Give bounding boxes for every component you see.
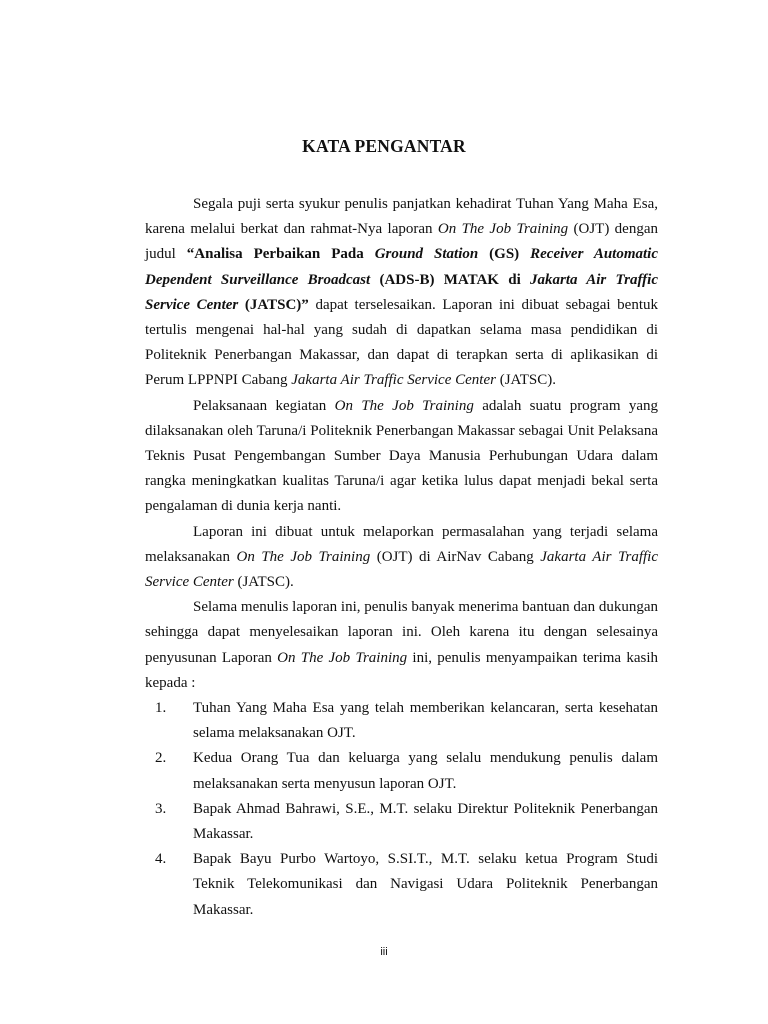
document-body <box>145 192 658 923</box>
list-item <box>145 746 658 796</box>
list-text: Tuhan Yang Maha Esa yang telah memberikan kelancaran, serta kesehatan selama melaksanakan OJT. <box>193 700 658 742</box>
list-text: Kedua Orang Tua dan keluarga yang selalu mendukung penulis dalam melaksanakan serta menyusun laporan OJT. <box>193 750 658 792</box>
acknowledgement-list <box>145 696 658 923</box>
italic-text: On The Job Training <box>334 397 474 414</box>
list-text: Bapak Bayu Purbo Wartoyo, S.SI.T., M.T. selaku ketua Program Studi Teknik Telekomunikasi dan Navigasi Udara Politeknik Penerbangan Makassar. <box>193 851 658 918</box>
list-number: 4. <box>155 851 167 868</box>
bold-text: (JATSC)” <box>238 296 309 313</box>
text: Selama menulis laporan ini, penulis banyak menerima bantuan dan dukungan sehingga dapat menyelesaikan laporan ini. Oleh karena itu dengan selesainya penyusunan Laporan <box>145 599 658 666</box>
list-item <box>145 797 658 847</box>
paragraph-1 <box>145 192 658 394</box>
text: Pelaksanaan kegiatan <box>193 397 335 414</box>
bold-text: “Analisa Perbaikan Pada <box>186 246 375 263</box>
list-number: 1. <box>155 700 167 717</box>
text: ini, penulis menyampaikan terima kasih kepada : <box>145 649 658 691</box>
page-title: KATA PENGANTAR <box>302 136 466 156</box>
text: adalah suatu program yang dilaksanakan oleh Taruna/i Politeknik Penerbangan Makassar sebagai Unit Pelaksana Teknis Pusat Pengembangan Sumber Daya Manusia Perhubungan Udara dalam rangka meningkatkan kualitas Taruna/i agar ketika lulus dapat menjadi bekal serta pengalaman di dunia kerja nanti. <box>145 397 659 515</box>
text: (JATSC). <box>495 372 556 389</box>
list-item <box>145 696 658 746</box>
bold-text: (GS) <box>478 246 531 263</box>
bold-text: (ADS-B) MATAK di <box>370 271 531 288</box>
text: dapat terselesaikan. Laporan ini dibuat sebagai bentuk tertulis mengenai hal-hal yang sudah di dapatkan selama masa pendidikan di Politeknik Penerbangan Makassar, dan dapat di terapkan serta di aplikasikan di Perum LPPNPI Cabang <box>145 296 658 389</box>
list-number: 3. <box>155 800 167 817</box>
italic-text: Jakarta Air Traffic Service Center <box>145 548 659 591</box>
bold-italic-text: Ground Station <box>374 246 479 263</box>
page-number: iii <box>380 946 388 958</box>
list-number: 2. <box>155 750 167 767</box>
paragraph-2 <box>145 394 658 520</box>
list-item <box>145 847 658 923</box>
paragraph-4 <box>145 595 658 696</box>
italic-text: On The Job Training <box>437 221 569 238</box>
italic-text: On The Job Training <box>277 649 408 666</box>
text: (OJT) di AirNav Cabang <box>370 548 541 565</box>
text: Laporan ini dibuat untuk melaporkan permasalahan yang terjadi selama melaksanakan <box>145 523 658 565</box>
text: (JATSC). <box>233 574 294 591</box>
italic-text: On The Job Training <box>236 548 371 565</box>
paragraph-3 <box>145 520 658 596</box>
text: (OJT) dengan judul <box>145 221 659 263</box>
list-text: Bapak Ahmad Bahrawi, S.E., M.T. selaku Direktur Politeknik Penerbangan Makassar. <box>193 800 658 843</box>
text: Segala puji serta syukur penulis panjatkan kehadirat Tuhan Yang Maha Esa, karena melalui berkat dan rahmat-Nya laporan <box>145 196 658 238</box>
italic-text: Jakarta Air Traffic Service Center <box>291 372 496 389</box>
bold-italic-text: Jakarta Air Traffic Service Center <box>145 271 658 313</box>
bold-italic-text: Receiver Automatic Dependent Surveillance Broadcast <box>145 246 658 288</box>
